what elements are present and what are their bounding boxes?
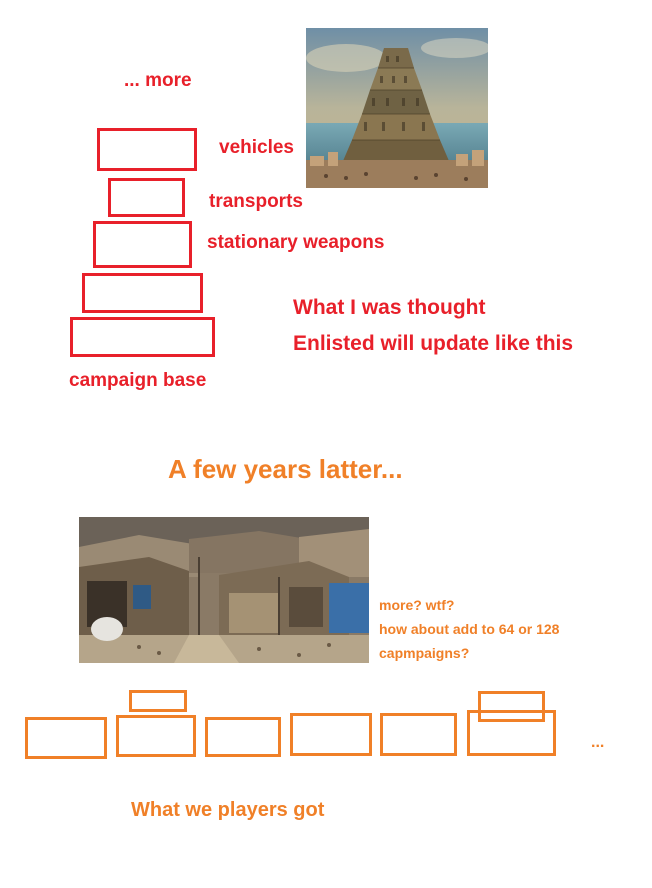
campaign-box-1 xyxy=(25,717,107,759)
campaign-box-5 xyxy=(380,713,457,756)
comment-line-2: how about add to 64 or 128 xyxy=(379,621,560,637)
slum-image xyxy=(79,517,369,663)
campaign-box-4 xyxy=(290,713,372,756)
comment-line-3: capmpaigns? xyxy=(379,645,470,661)
tower-block-4 xyxy=(82,273,203,313)
vehicles-block xyxy=(97,128,197,171)
campaign-box-6 xyxy=(467,710,556,756)
stationary-weapons-block xyxy=(93,221,192,268)
players-got-caption: What we players got xyxy=(131,799,325,821)
transports-label: transports xyxy=(209,191,303,212)
campaign-base-block xyxy=(70,317,215,357)
comment-line-1: more? wtf? xyxy=(379,597,455,613)
stationary-weapons-label: stationary weapons xyxy=(207,232,385,253)
thought-line-2: Enlisted will update like this xyxy=(293,332,574,355)
campaign-box-2 xyxy=(116,715,196,757)
thought-line-1: What I was thought xyxy=(293,296,486,319)
campaign-box-stacked-1 xyxy=(129,690,187,712)
tower-of-babel-image xyxy=(306,28,488,188)
ellipsis-label: ... xyxy=(591,734,605,751)
campaign-box-3 xyxy=(205,717,281,757)
transports-block xyxy=(108,178,185,217)
campaign-base-label: campaign base xyxy=(69,370,207,391)
few-years-later-heading: A few years latter... xyxy=(168,454,403,484)
vehicles-label: vehicles xyxy=(219,137,294,158)
more-label: ... more xyxy=(124,70,192,91)
